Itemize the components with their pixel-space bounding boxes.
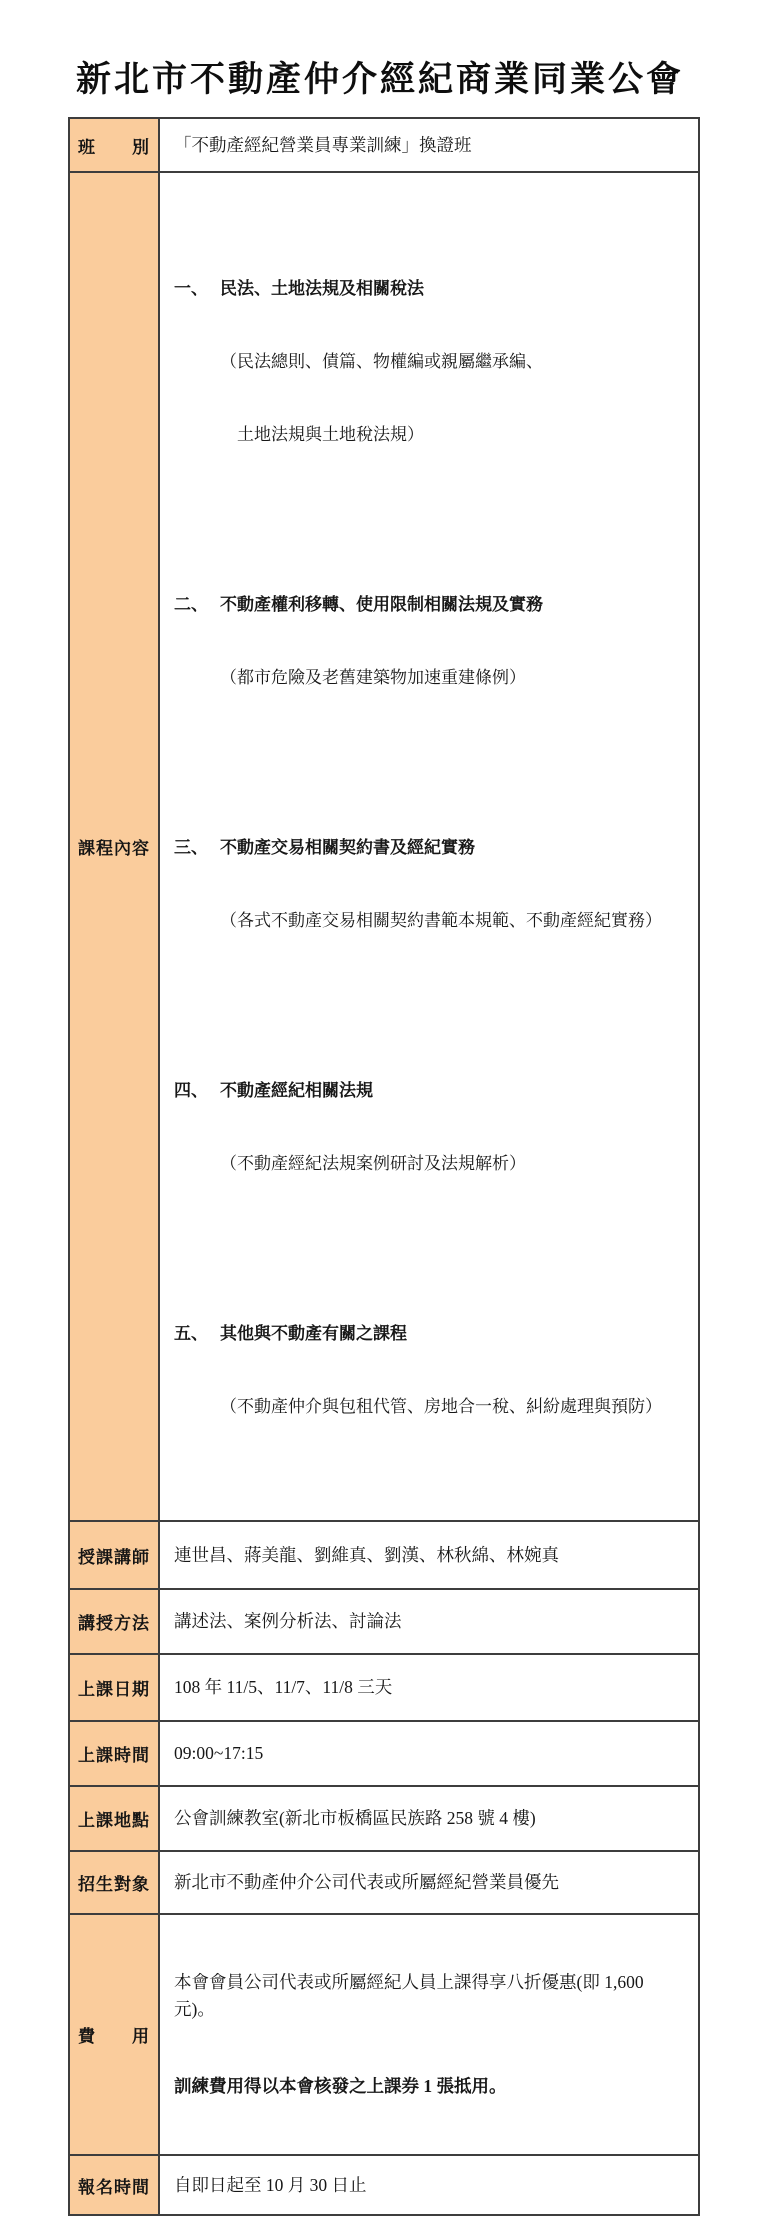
course-item-5 (174, 1273, 688, 1467)
fee-line-2: 訓練費用得以本會核發之上課券 1 張抵用。 (174, 2076, 507, 2097)
table-row-location (69, 1786, 699, 1851)
course-item-title: 不動產權利移轉、使用限制相關法規及實務 (220, 595, 543, 615)
course-item-title: 不動產經紀相關法規 (220, 1080, 373, 1100)
row-label-course-content: 課程內容 (69, 172, 159, 1521)
course-item-title: 民法、土地法規及相關稅法 (220, 279, 424, 299)
course-item-1 (174, 229, 688, 496)
row-label-target-audience: 招生對象 (69, 1851, 159, 1914)
course-item-number: 三、 (174, 838, 208, 858)
table-row-fee (69, 1914, 699, 2155)
row-label-class-type: 班 別 (69, 118, 159, 172)
row-label-lecturers: 授課講師 (69, 1521, 159, 1589)
row-label-class-time: 上課時間 (69, 1721, 159, 1786)
course-item-note: 土地法規與土地稅法規） (220, 424, 424, 444)
course-item-number: 二、 (174, 595, 208, 615)
table-row-registration-period (69, 2155, 699, 2215)
course-item-title: 不動產交易相關契約書及經紀實務 (220, 838, 475, 858)
row-value-teaching-method: 講述法、案例分析法、討論法 (159, 1589, 699, 1654)
course-content-cell (159, 172, 699, 1521)
row-label-registration-period: 報名時間 (69, 2155, 159, 2215)
course-item-note: （都市危險及老舊建築物加速重建條例） (220, 667, 526, 687)
row-label-class-dates: 上課日期 (69, 1654, 159, 1721)
row-value-target-audience: 新北市不動產仲介公司代表或所屬經紀營業員優先 (159, 1851, 699, 1914)
fee-line-1: 本會會員公司代表或所屬經紀人員上課得享八折優惠(即 1,600 元)。 (174, 1972, 648, 2020)
table-row-teaching-method (69, 1589, 699, 1654)
row-value-lecturers: 連世昌、蔣美龍、劉維真、劉漢、林秋綿、林婉真 (159, 1521, 699, 1589)
row-value-class-time: 09:00~17:15 (159, 1721, 699, 1786)
course-item-number: 四、 (174, 1080, 208, 1100)
row-value-location: 公會訓練教室(新北市板橋區民族路 258 號 4 樓) (159, 1786, 699, 1851)
table-row-class-dates (69, 1654, 699, 1721)
table-row-lecturers (69, 1521, 699, 1589)
table-row-class-time (69, 1721, 699, 1786)
course-item-note: （不動產仲介與包租代管、房地合一稅、糾紛處理與預防） (220, 1396, 662, 1416)
page-title: 新北市不動產仲介經紀商業同業公會 (75, 60, 684, 99)
row-label-teaching-method: 講授方法 (69, 1589, 159, 1654)
row-value-class-dates: 108 年 11/5、11/7、11/8 三天 (159, 1654, 699, 1721)
row-value-registration-period: 自即日起至 10 月 30 日止 (159, 2155, 699, 2215)
course-item-note: （各式不動產交易相關契約書範本規範、不動產經紀實務） (220, 910, 662, 930)
course-item-4 (174, 1030, 688, 1224)
course-item-3 (174, 787, 688, 981)
row-label-location: 上課地點 (69, 1786, 159, 1851)
course-item-note: （不動產經紀法規案例研討及法規解析） (220, 1153, 526, 1173)
table-row-course-content (69, 172, 699, 1521)
course-item-note: （民法總則、債篇、物權編或親屬繼承編、 (220, 352, 543, 372)
row-label-fee: 費 用 (69, 1914, 159, 2155)
course-item-number: 一、 (174, 279, 208, 299)
course-info-table (68, 117, 700, 2216)
row-value-fee (159, 1914, 699, 2155)
course-item-2 (174, 544, 688, 738)
document-page (0, 56, 760, 2197)
table-row-class-type (69, 118, 699, 172)
course-item-number: 五、 (174, 1323, 208, 1343)
table-row-target-audience (69, 1851, 699, 1914)
course-item-title: 其他與不動產有關之課程 (220, 1323, 407, 1343)
row-value-class-type: 「不動產經紀營業員專業訓練」換證班 (159, 118, 699, 172)
